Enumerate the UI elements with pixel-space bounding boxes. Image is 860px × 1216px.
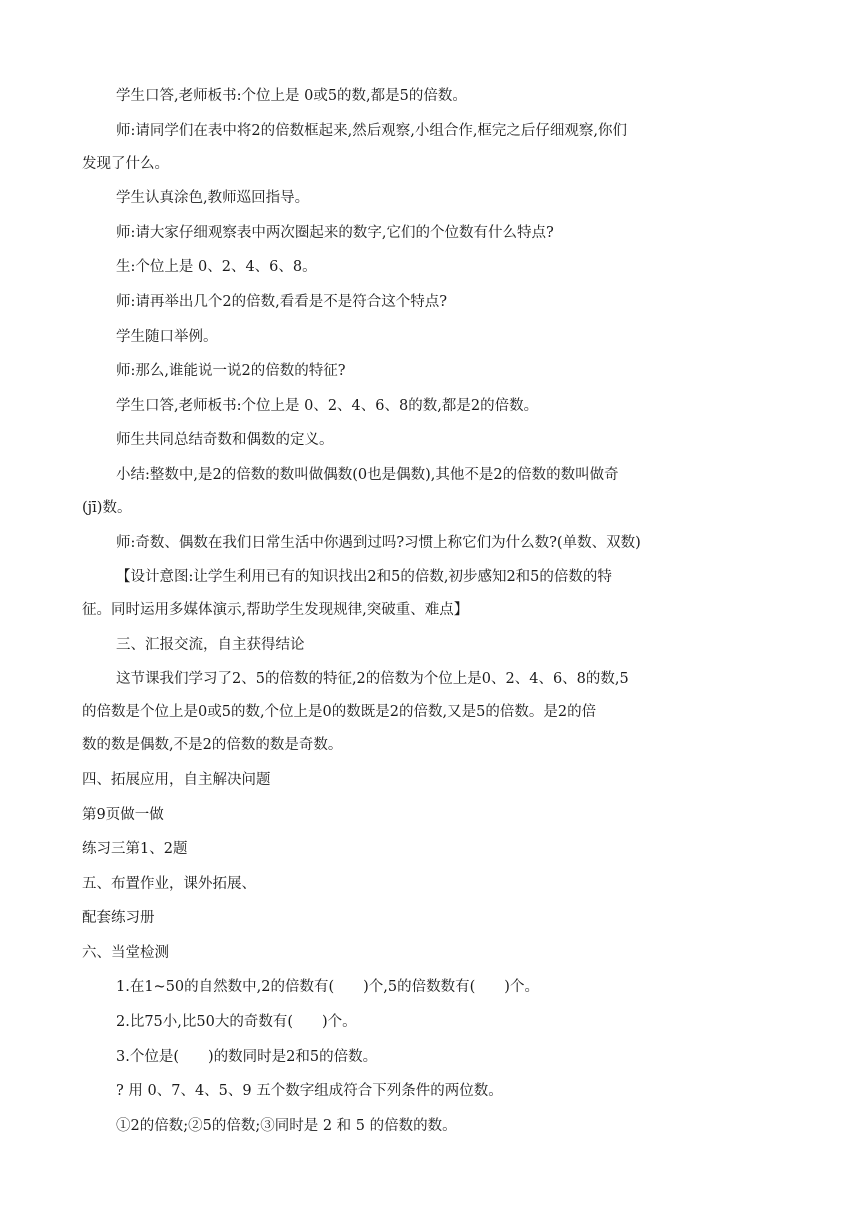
paragraph-lesson-summary: 这节课我们学习了2、5的倍数的特征,2的倍数为个位上是0、2、4、6、8的数,5 [116, 671, 629, 688]
question-three: 3.个位是( )的数同时是2和5的倍数。 [116, 1048, 378, 1065]
section-heading-homework: 五、布置作业，课外拓展、 [82, 875, 256, 892]
paragraph-students-examples: 学生随口举例。 [116, 328, 218, 345]
question-one: 1.在1~50的自然数中,2的倍数有( )个,5的倍数数有( )个。 [116, 979, 539, 996]
document-body [82, 86, 772, 1150]
paragraph-conclusion: 小结:整数中,是2的倍数的数叫做偶数(0也是偶数),其他不是2的倍数的数叫做奇 [116, 466, 619, 483]
paragraph-conclusion-cont: (jī)数。 [82, 499, 132, 516]
question-four: ? 用 0、7、4、5、9 五个数字组成符合下列条件的两位数。 [116, 1083, 503, 1100]
paragraph-lesson-summary-cont: 的倍数是个位上是0或5的数,个位上是0的数既是2的倍数,又是5的倍数。是2的倍 [82, 704, 597, 721]
section-heading-apply: 四、拓展应用，自主解决问题 [82, 771, 271, 788]
paragraph-students-color: 学生认真涂色,教师巡回指导。 [116, 190, 310, 207]
paragraph-student-answer: 生:个位上是 0、2、4、6、8。 [116, 259, 317, 276]
paragraph-design-intent-cont: 征。同时运用多媒体演示,帮助学生发现规律,突破重、难点】 [82, 602, 469, 619]
question-two: 2.比75小,比50大的奇数有( )个。 [116, 1014, 357, 1031]
paragraph-teacher-observe: 师:请大家仔细观察表中两次圈起来的数字,它们的个位数有什么特点? [116, 224, 554, 241]
paragraph-teacher-examples: 师:请再举出几个2的倍数,看看是不是符合这个特点? [116, 293, 447, 310]
paragraph-teacher-circle-two-cont: 发现了什么。 [82, 155, 169, 172]
paragraph-design-intent: 【设计意图:让学生利用已有的知识找出2和5的倍数,初步感知2和5的倍数的特 [116, 569, 612, 586]
paragraph-teacher-feature: 师:那么,谁能说一说2的倍数的特征? [116, 363, 346, 380]
question-four-conditions: ①2的倍数;②5的倍数;③同时是 2 和 5 的倍数的数。 [116, 1117, 457, 1134]
paragraph-teacher-daily-life: 师:奇数、偶数在我们日常生活中你遇到过吗?习惯上称它们为什么数?(单数、双数) [116, 534, 641, 551]
section-heading-check: 六、当堂检测 [82, 944, 169, 961]
paragraph-teacher-circle-two: 师:请同学们在表中将2的倍数框起来,然后观察,小组合作,框完之后仔细观察,你们 [116, 122, 628, 139]
section-heading-report: 三、汇报交流，自主获得结论 [116, 636, 305, 653]
paragraph-board-two: 学生口答,老师板书:个位上是 0、2、4、6、8的数,都是2的倍数。 [116, 397, 539, 414]
paragraph-summary-definition: 师生共同总结奇数和偶数的定义。 [116, 432, 334, 449]
paragraph-board-five: 学生口答,老师板书:个位上是 0或5的数,都是5的倍数。 [116, 88, 467, 104]
paragraph-page-nine: 第9页做一做 [82, 806, 164, 823]
paragraph-lesson-summary-end: 数的数是偶数,不是2的倍数的数是奇数。 [82, 737, 343, 754]
paragraph-workbook: 配套练习册 [82, 910, 155, 927]
paragraph-exercise-three: 练习三第1、2题 [82, 841, 188, 858]
